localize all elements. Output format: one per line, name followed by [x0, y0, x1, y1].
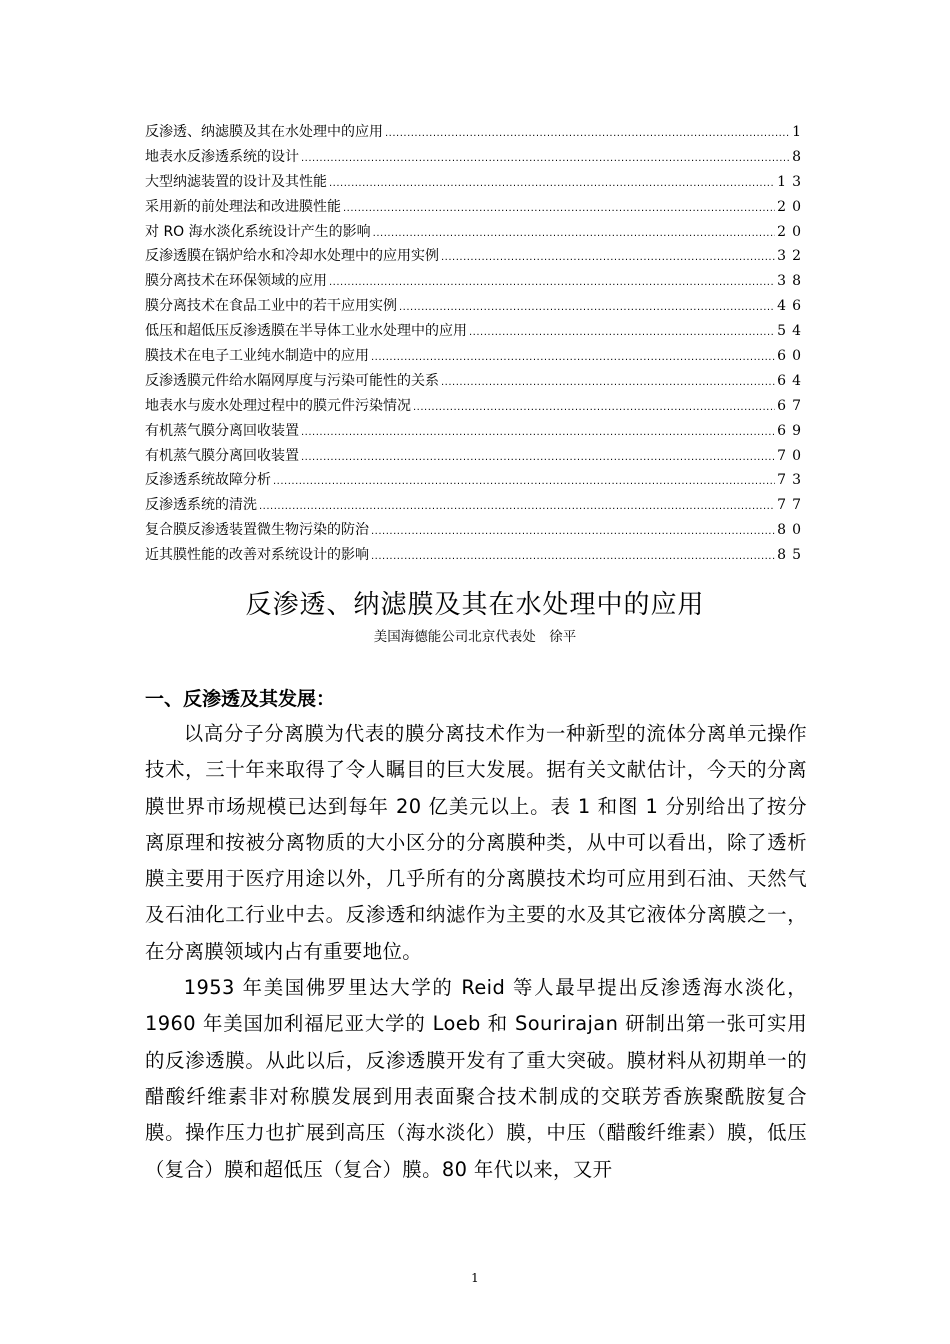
toc-entry-title: 反渗透膜在锅炉给水和冷却水处理中的应用实例 [145, 248, 439, 265]
toc-entry-title: 地表水与废水处理过程中的膜元件污染情况 [145, 397, 411, 414]
toc-entry[interactable] [145, 344, 807, 369]
toc-entry-title: 近其膜性能的改善对系统设计的影响 [145, 547, 369, 564]
toc-entry-page: 77 [777, 497, 807, 514]
toc-entry[interactable] [145, 369, 807, 394]
toc-entry[interactable] [145, 468, 807, 493]
toc-entry-page: 1 [792, 124, 807, 140]
toc-entry[interactable] [145, 319, 807, 344]
toc-entry-page: 54 [777, 323, 807, 340]
toc-entry-page: 73 [777, 472, 807, 489]
toc-leader-dots [441, 246, 775, 271]
toc-entry-page: 85 [777, 547, 807, 564]
toc-entry-page: 80 [777, 522, 807, 539]
toc-leader-dots [301, 446, 775, 471]
toc-leader-dots [371, 346, 775, 371]
toc-entry-title: 复合膜反渗透装置微生物污染的防治 [145, 522, 369, 539]
article-body [145, 716, 807, 1188]
toc-entry-page: 38 [777, 273, 807, 290]
toc-entry-title: 有机蒸气膜分离回收装置 [145, 447, 299, 464]
toc-entry-title: 反渗透系统故障分析 [145, 472, 271, 489]
toc-entry-page: 60 [777, 348, 807, 365]
toc-entry-title: 低压和超低压反渗透膜在半导体工业水处理中的应用 [145, 323, 467, 340]
toc-entry[interactable] [145, 195, 807, 220]
toc-leader-dots [329, 271, 775, 296]
toc-entry-page: 20 [777, 198, 807, 215]
body-paragraph: 1953 年美国佛罗里达大学的 Reid 等人最早提出反渗透海水淡化，1960 年美国加利福尼亚大学的 Loeb 和 Sourirajan 研制出第一张可实用的反渗透膜。从此以后，反渗透膜开发有了重大突破。膜材料从初期单一的醋酸纤维素非对称膜发展到用表面聚合技术制成的交联芳香族聚酰胺复合膜。操作压力也扩展到高压（海水淡化）膜，中压（醋酸纤维素）膜，低压（复合）膜和超低压（复合）膜。80 年代以来，又开 [145, 976, 807, 1181]
toc-entry-title: 反渗透系统的清洗 [145, 497, 257, 514]
toc-entry[interactable] [145, 220, 807, 245]
body-paragraph: 以高分子分离膜为代表的膜分离技术作为一种新型的流体分离单元操作技术，三十年来取得了令人瞩目的巨大发展。据有关文献估计，今天的分离膜世界市场规模已达到每年 20 亿美元以上。表 1 和图 1 分别给出了按分离原理和按被分离物质的大小区分的分离膜种类，从中可以看出，除了透析膜主要用于医疗用途以外，几乎所有的分离膜技术均可应用到石油、天然气及石油化工行业中去。反渗透和纳滤作为主要的水及其它液体分离膜之一，在分离膜领域内占有重要地位。 [145, 722, 807, 963]
toc-entry-page: 67 [777, 397, 807, 414]
toc-entry[interactable] [145, 394, 807, 419]
toc-leader-dots [301, 147, 790, 172]
toc-entry[interactable] [145, 170, 807, 195]
page-number: 1 [471, 1271, 479, 1285]
toc-leader-dots [399, 296, 775, 321]
toc-entry-title: 地表水反渗透系统的设计 [145, 148, 299, 165]
toc-entry-title: 有机蒸气膜分离回收装置 [145, 422, 299, 439]
toc-entry[interactable] [145, 493, 807, 518]
toc-leader-dots [371, 520, 775, 545]
toc-entry[interactable] [145, 244, 807, 269]
toc-entry-title: 大型纳滤装置的设计及其性能 [145, 173, 327, 190]
toc-leader-dots [343, 197, 775, 222]
article-author: 美国海德能公司北京代表处 徐平 [373, 629, 577, 645]
toc-entry[interactable] [145, 120, 807, 145]
toc-leader-dots [373, 222, 776, 247]
section-heading: 一、反渗透及其发展： [145, 688, 336, 710]
toc-entry[interactable] [145, 518, 807, 543]
toc-entry-title: 膜分离技术在食品工业中的若干应用实例 [145, 298, 397, 315]
toc-entry[interactable] [145, 543, 807, 568]
toc-entry-page: 20 [777, 223, 807, 240]
toc-entry-page: 64 [777, 372, 807, 389]
toc-entry-page: 46 [777, 298, 807, 315]
toc-entry[interactable] [145, 145, 807, 170]
toc-entry-title: 反渗透膜元件给水隔网厚度与污染可能性的关系 [145, 372, 439, 389]
table-of-contents [145, 120, 807, 568]
toc-entry[interactable] [145, 269, 807, 294]
article-title: 反渗透、纳滤膜及其在水处理中的应用 [245, 590, 705, 620]
toc-leader-dots [329, 172, 775, 197]
toc-leader-dots [259, 495, 775, 520]
toc-entry-title: 反渗透、纳滤膜及其在水处理中的应用 [145, 124, 383, 140]
toc-entry-title: 膜技术在电子工业纯水制造中的应用 [145, 348, 369, 365]
toc-entry-page: 70 [777, 447, 807, 464]
toc-leader-dots [469, 321, 775, 346]
toc-entry-title: 膜分离技术在环保领域的应用 [145, 273, 327, 290]
toc-entry-title: 对 RO 海水淡化系统设计产生的影响 [145, 223, 371, 240]
toc-entry-page: 32 [777, 248, 807, 265]
toc-leader-dots [385, 122, 790, 147]
toc-leader-dots [301, 421, 775, 446]
toc-entry-page: 69 [777, 422, 807, 439]
toc-leader-dots [273, 470, 775, 495]
toc-leader-dots [441, 371, 775, 396]
toc-entry-page: 8 [792, 148, 807, 165]
toc-entry[interactable] [145, 444, 807, 469]
toc-entry-title: 采用新的前处理法和改进膜性能 [145, 198, 341, 215]
toc-entry[interactable] [145, 419, 807, 444]
toc-entry-page: 13 [777, 173, 807, 190]
toc-leader-dots [413, 396, 775, 421]
toc-leader-dots [371, 545, 775, 570]
toc-entry[interactable] [145, 294, 807, 319]
